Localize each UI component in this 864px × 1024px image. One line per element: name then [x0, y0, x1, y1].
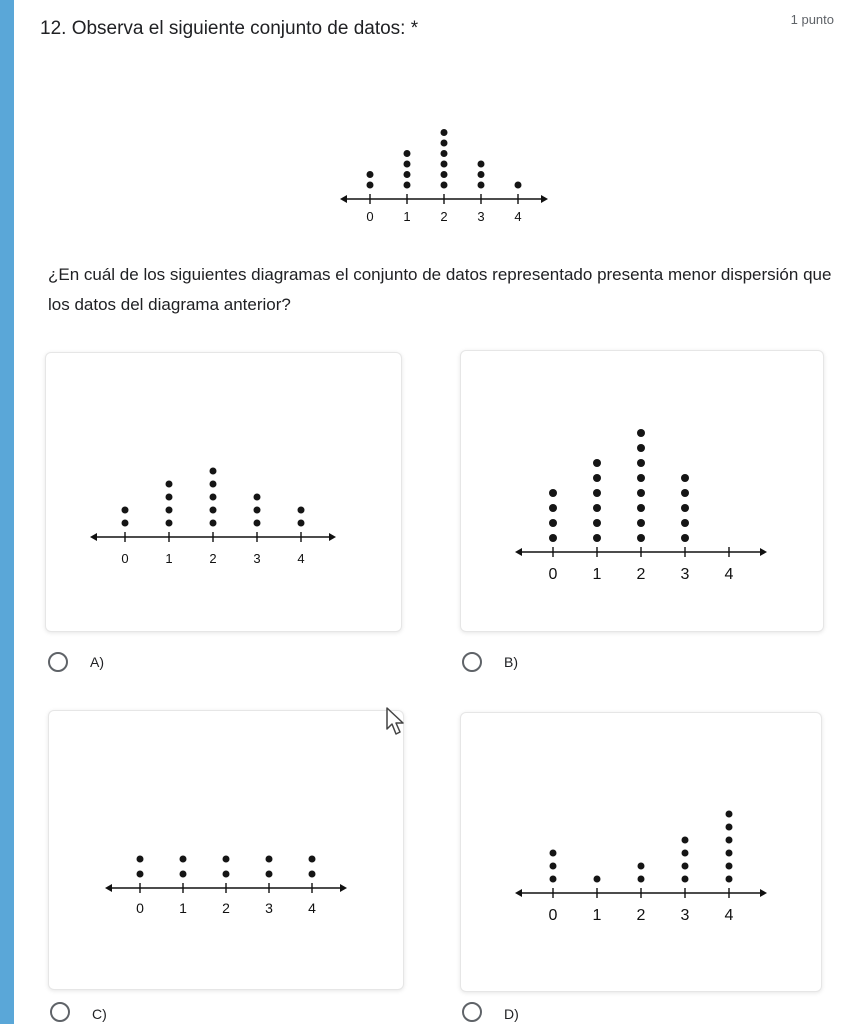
tick-label: 1 [592, 566, 602, 583]
option-c-radio[interactable] [50, 1002, 70, 1022]
data-dot [441, 140, 448, 147]
data-dot [637, 504, 645, 512]
option-d-radio[interactable] [462, 1002, 482, 1022]
data-dot [637, 489, 645, 497]
data-dot [298, 507, 305, 514]
tick-label: 2 [440, 209, 448, 224]
data-dot [122, 520, 129, 527]
tick-label: 1 [179, 900, 187, 916]
option-b-label: B) [504, 654, 518, 670]
data-dot [726, 850, 733, 857]
data-dot [637, 534, 645, 542]
tick-label: 4 [724, 566, 734, 583]
data-dot [550, 850, 557, 857]
tick-label: 0 [136, 900, 144, 916]
tick-label: 0 [366, 209, 374, 224]
axis-arrow-right [760, 548, 767, 556]
tick-label: 3 [253, 551, 261, 566]
data-dot [682, 863, 689, 870]
data-dot [254, 494, 261, 501]
data-dot [309, 856, 316, 863]
data-dot [210, 507, 217, 514]
axis-arrow-right [541, 195, 548, 203]
data-dot [726, 811, 733, 818]
option-a-label: A) [90, 654, 104, 670]
data-dot [549, 534, 557, 542]
data-dot [404, 182, 411, 189]
tick-label: 1 [592, 907, 602, 924]
data-dot [593, 519, 601, 527]
data-dot [137, 871, 144, 878]
data-dot [210, 520, 217, 527]
option-c-label: C) [92, 1006, 107, 1022]
data-dot [515, 182, 522, 189]
data-dot [682, 850, 689, 857]
data-dot [166, 507, 173, 514]
data-dot [726, 837, 733, 844]
data-dot [478, 161, 485, 168]
option-d-label: D) [504, 1006, 519, 1022]
data-dot [266, 871, 273, 878]
tick-label: 2 [636, 566, 646, 583]
data-dot [726, 876, 733, 883]
data-dot [549, 504, 557, 512]
data-dot [367, 171, 374, 178]
data-dot [593, 459, 601, 467]
tick-label: 4 [514, 209, 522, 224]
data-dot [478, 182, 485, 189]
data-dot [122, 507, 129, 514]
tick-label: 4 [724, 907, 734, 924]
data-dot [638, 863, 645, 870]
data-dot [223, 871, 230, 878]
tick-label: 3 [680, 566, 690, 583]
data-dot [137, 856, 144, 863]
option-c-dot-plot [95, 835, 375, 925]
data-dot [404, 171, 411, 178]
data-dot [594, 876, 601, 883]
data-dot [637, 459, 645, 467]
tick-label: 2 [222, 900, 230, 916]
data-dot [726, 824, 733, 831]
option-b-dot-plot [505, 395, 795, 590]
tick-label: 3 [680, 907, 690, 924]
tick-label: 2 [209, 551, 217, 566]
option-a-dot-plot [80, 430, 360, 580]
data-dot [266, 856, 273, 863]
axis-arrow-left [515, 548, 522, 556]
question-title: 12. Observa el siguiente conjunto de datos: * [40, 18, 419, 39]
axis-arrow-right [340, 884, 347, 892]
data-dot [549, 519, 557, 527]
data-dot [478, 171, 485, 178]
form-accent-bar [0, 0, 14, 1024]
data-dot [254, 507, 261, 514]
data-dot [637, 474, 645, 482]
data-dot [210, 494, 217, 501]
data-dot [550, 863, 557, 870]
data-dot [441, 129, 448, 136]
tick-label: 1 [165, 551, 173, 566]
tick-label: 2 [636, 907, 646, 924]
data-dot [166, 520, 173, 527]
tick-label: 0 [548, 566, 558, 583]
data-dot [254, 520, 261, 527]
data-dot [681, 474, 689, 482]
data-dot [637, 444, 645, 452]
data-dot [180, 871, 187, 878]
tick-label: 0 [121, 551, 129, 566]
tick-label: 1 [403, 209, 411, 224]
data-dot [367, 182, 374, 189]
data-dot [549, 489, 557, 497]
question-subprompt: ¿En cuál de los siguientes diagramas el conjunto de datos representado presenta menor dispersión que los datos del diagrama anterior? [48, 265, 832, 314]
data-dot [637, 429, 645, 437]
data-dot [638, 876, 645, 883]
data-dot [210, 468, 217, 475]
data-dot [681, 519, 689, 527]
data-dot [726, 863, 733, 870]
tick-label: 3 [265, 900, 273, 916]
option-d-dot-plot [505, 770, 795, 930]
data-dot [309, 871, 316, 878]
data-dot [593, 534, 601, 542]
data-dot [404, 150, 411, 157]
axis-arrow-right [760, 889, 767, 897]
points-label: 1 punto [790, 12, 834, 27]
data-dot [441, 171, 448, 178]
axis-arrow-right [329, 533, 336, 541]
axis-arrow-left [105, 884, 112, 892]
data-dot [682, 876, 689, 883]
data-dot [593, 489, 601, 497]
data-dot [404, 161, 411, 168]
data-dot [223, 856, 230, 863]
tick-label: 0 [548, 907, 558, 924]
data-dot [593, 504, 601, 512]
data-dot [637, 519, 645, 527]
data-dot [681, 534, 689, 542]
data-dot [210, 481, 217, 488]
data-dot [441, 161, 448, 168]
option-a-radio[interactable] [48, 652, 68, 672]
axis-arrow-left [340, 195, 347, 203]
main-dot-plot [330, 95, 570, 240]
data-dot [441, 182, 448, 189]
data-dot [550, 876, 557, 883]
data-dot [593, 474, 601, 482]
data-dot [441, 150, 448, 157]
data-dot [682, 837, 689, 844]
tick-label: 4 [297, 551, 305, 566]
tick-label: 4 [308, 900, 316, 916]
tick-label: 3 [477, 209, 485, 224]
option-b-radio[interactable] [462, 652, 482, 672]
data-dot [681, 489, 689, 497]
data-dot [681, 504, 689, 512]
axis-arrow-left [90, 533, 97, 541]
data-dot [166, 481, 173, 488]
data-dot [166, 494, 173, 501]
axis-arrow-left [515, 889, 522, 897]
data-dot [298, 520, 305, 527]
mouse-pointer-icon [385, 707, 407, 737]
data-dot [180, 856, 187, 863]
